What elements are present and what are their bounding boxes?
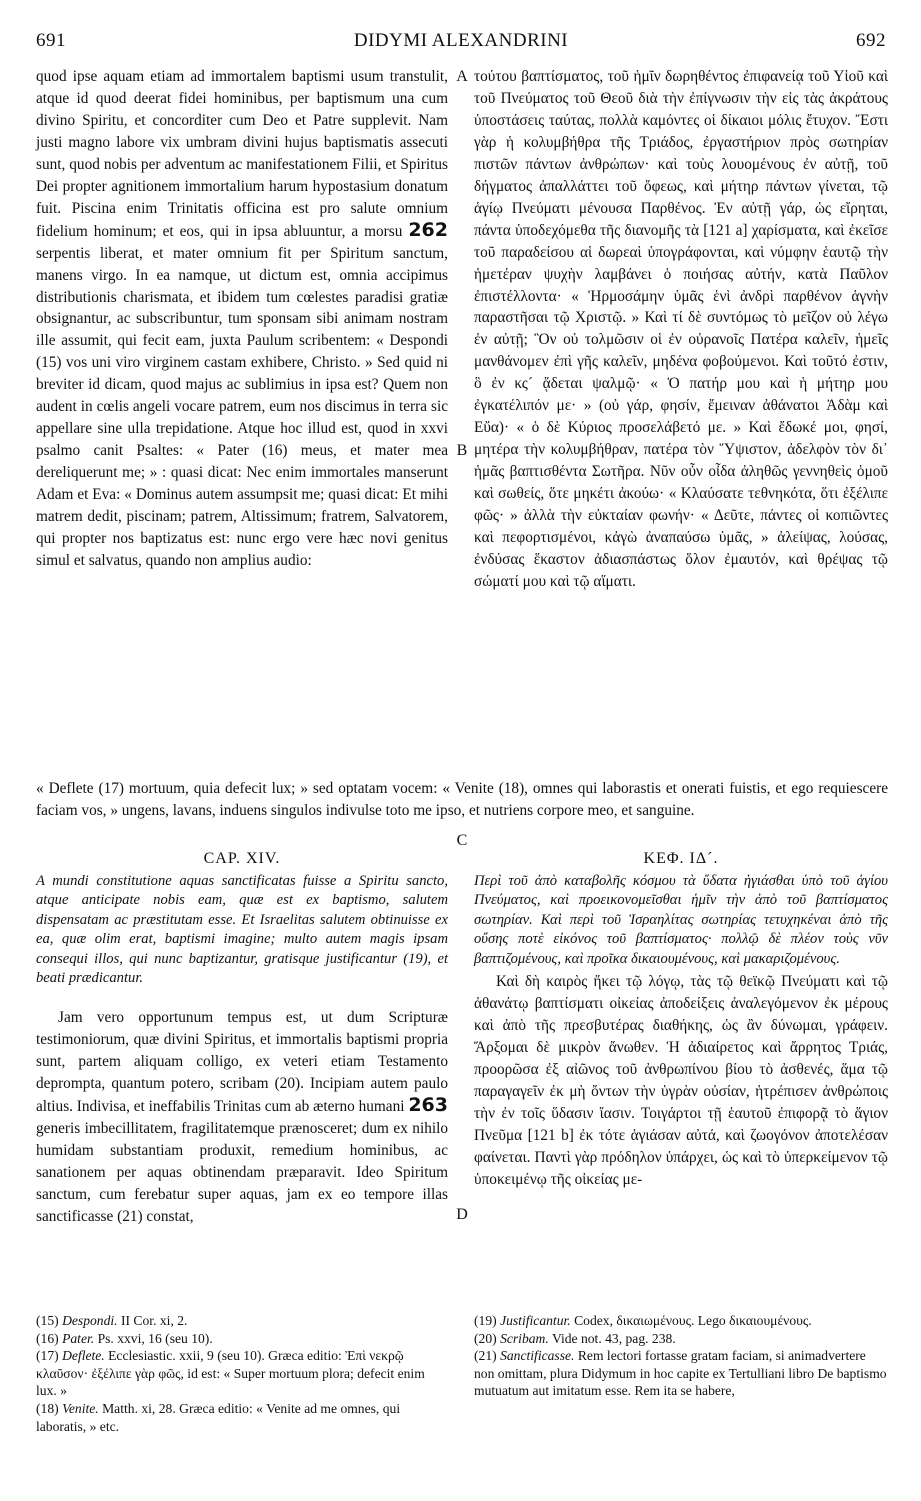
margin-letter-a: A (456, 68, 468, 85)
latin-column-top (36, 66, 448, 572)
left-page-number: 691 (36, 30, 66, 51)
margin-letter-d: D (456, 1206, 468, 1223)
latin-text-part-1: quod ipse aquam etiam ad immortalem baptismi usum transtulit, atque id quod deerat fidei hominibus, per baptismum una cum divino Spiritu, et concorditer cum Deo et Patre supplevit. Nam justi magno labore vix umbram divini hujus baptismatis assecuti sunt, quod nobis per adventum ac manifestationem Filii, et Spiritus Dei propter agnitionem immortalium harum hypostasium donatum fuit. Piscina enim Trinitatis officina est pro salute omnium fidelium hominum; et eos, qui in ipsa abluuntur, a morsu (36, 68, 448, 240)
footnote: (15) Despondi. II Cor. xi, 2. (36, 1313, 188, 1328)
greek-column-top (474, 66, 888, 593)
footnote: (17) Deflete. Ecclesiastic. xxii, 9 (seu 10). Græca editio: Ἐπὶ νεκρῷ κλαῦσον· ἐξέλιπε γὰρ φῶς, id est: « Super mortuum plora; defecit enim lux. » (36, 1348, 425, 1399)
latin-paragraph (36, 66, 448, 572)
running-title: DIDYMI ALEXANDRINI (353, 30, 569, 51)
footnote: (19) Justificantur. Codex, δικαιωμένους. Lego δικαιουμένους. (474, 1313, 812, 1328)
margin-letter-b: B (456, 442, 468, 459)
margin-letter-c: C (456, 832, 468, 849)
chapter-summary-greek: Περὶ τοῦ ἀπὸ καταβολῆς κόσμου τὰ ὕδατα ἡγιάσθαι ὑπὸ τοῦ ἁγίου Πνεύματος, καὶ προεικονομεῖσθαι ἡμῖν τὴν ἀπὸ τοῦ βαπτίσματος σωτηρίαν. Καὶ περὶ τοῦ Ἰσραηλίτας σωτηρίας τετυχηκέναι ἀπὸ τῆς οὔσης ποτὲ εἰκόνος τοῦ βαπτίσματος· πολλῷ δὲ πλέον τοὺς νῦν βαπτιζομένους, καὶ προῖκα δικαιουμένους, καὶ μακαριζομένους. (474, 872, 888, 967)
footnote: (20) Scribam. Vide not. 43, pag. 238. (474, 1330, 676, 1346)
greek-paragraph: τούτου βαπτίσματος, τοῦ ἡμῖν δωρηθέντος ἐπιφανείᾳ τοῦ Υἱοῦ καὶ τοῦ Πνεύματος τοῦ Θεοῦ διὰ τὴν ἐπίγνωσιν τὴν εἰς τὰς ἀκράτους ὑποστάσεις ταύτας, πολλὰ καμόντες οἱ δίκαιοι μόλις ἔτυχον. Ἔστι γὰρ ἡ κολυμβήθρα τῆς Τριάδος, ἐργαστήριον πρὸς σωτηρίαν πιστῶν πάντων ἀνθρώπων· καὶ τοὺς λουομένους ἐν αὐτῇ, τοῦ δήγματος ἀπαλλάττει τοῦ ὄφεως, καὶ μήτηρ πάντων γίνεται, τῷ ἁγίῳ Πνεύματι μένουσα Παρθένος. Ἐν αὐτῇ γάρ, ὡς εἴρηται, πάντα ὑποδεχόμεθα τῆς διανομῆς τὰ [121 a] χαρίσματα, καὶ ἐκεῖσε τοῦ παραδείσου αἱ δωρεαὶ ὑπογράφονται, καὶ νύμφην ἑαυτῷ τὴν ἡμετέραν ψυχὴν λαμβάνει ὁ ποιήσας αὐτήν, κατὰ Παῦλον ἐπιστέλλοντα· « Ἡρμοσάμην ὑμᾶς ἑνὶ ἀνδρὶ παρθένον ἁγνὴν παραστῆσαι τῷ Χριστῷ. » Καὶ τί δὲ συντόμως τὸ μεῖζον οὐ λέγω ἐν αὐτῇ; Ὃν οὐ τολμῶσιν οἱ ἐν οὐρανοῖς Πατέρα καλεῖν, ἡμεῖς μανθάνομεν ἐπὶ γῆς καλεῖν, μηδένα φοβούμενοι. Καὶ τοῦτό ἐστιν, ὃ ἐν κς´ ᾄδεται ψαλμῷ· « Ὁ πατήρ μου καὶ ἡ μήτηρ μου ἐγκατέλιπόν με· » (οὐ γάρ, φησίν, ἔμειναν ἀθάνατοι Ἀδὰμ καὶ Εὔα)· « ὁ δὲ Κύριος προσελάβετό με. » Καὶ ἔδωκέ μοι, φησί, μητέρα τὴν κολυμβήθραν, πατέρα τὸν Ὕψιστον, ἀδελφὸν τὸν δι᾽ ἡμᾶς βαπτισθέντα Σωτῆρα. Νῦν οὖν οἶδα ἀληθῶς γεννηθεὶς ὁμοῦ καὶ σωθείς, ὅτε μηκέτι ἀκούω· « Κλαύσατε τεθνηκότα, ὅτι ἐξέλιπε φῶς· » ἀλλὰ τὴν εὐκταίαν φωνήν· « Δεῦτε, πάντες οἱ κοπιῶντες καὶ πεφορτισμένοι, κἀγὼ ἀναπαύσω ὑμᾶς, » ἀλείψας, λούσας, ἐνδύσας ἕκαστον ἀδιασπάστως ὅλον ἐμαυτόν, καὶ θρέψας τῷ σώματί μου καὶ τῷ αἵματι. (474, 68, 888, 590)
chapter-text-latin (36, 1007, 448, 1228)
right-page-number: 692 (856, 30, 886, 51)
footnote: (21) Sanctificasse. Rem lectori fortasse gratam faciam, si animadvertere non omittam, plura Didymum in hoc capite ex Tertulliani libro De baptismo mutuatum aut imitatum esse. Rem ita se habere, (474, 1348, 887, 1399)
latin-continuation-text: « Deflete (17) mortuum, quia defecit lux; » sed optatam vocem: « Venite (18), omnes qui laborastis et onerati fuistis, et ego requiescere faciam vos, » ungens, lavans, induens singulos indivulse toto me ipso, et nutriens corpore meo, et sanguine. (36, 780, 888, 819)
chapter-greek (474, 848, 888, 1191)
chapter-latin (36, 848, 448, 1227)
footnote: (18) Venite. Matth. xi, 28. Græca editio: « Venite ad me omnes, qui laboratis, » etc. (36, 1400, 401, 1434)
footnotes-left (36, 1312, 448, 1435)
footnotes-right (474, 1312, 888, 1400)
chapter-text-latin-part-1: Jam vero opportunum tempus est, ut dum Scripturæ testimoniorum, quæ divini Spiritus, et immortalis baptismi propria sunt, partem aliquam colligo, ex veteri etiam Testamento deprompta, quantum potero, scribam (20). Incipiam autem paulo altius. Indivisa, et ineffabilis Trinitas cum ab æterno humani (36, 1008, 448, 1115)
chapter-summary-latin: A mundi constitutione aquas sanctificatas fuisse a Spiritu sancto, atque anticipate nobis eam, quæ est ex baptismo, salutem dispensatam ac præstitutam esse. Et Israelitas salutem obtinuisse ex ea, quæ olim erat, baptismi imagine; multo autem magis ipsam consequi illos, qui nunc baptizantur, gratisque justificantur (19), et beati prædicantur. (36, 872, 448, 987)
margin-page-marker-263: 263 (408, 1093, 448, 1116)
chapter-title-latin: CAP. XIV. (203, 850, 281, 867)
latin-full-width-continuation (36, 778, 888, 822)
margin-page-marker-262: 262 (408, 218, 448, 241)
chapter-title-greek: ΚΕΦ. ΙΔ´. (643, 850, 719, 867)
chapter-text-greek: Καὶ δὴ καιρὸς ἥκει τῷ λόγῳ, τὰς τῷ θεϊκῷ Πνεύματι καὶ τῷ ἀθανάτῳ βαπτίσματι οἰκείας ἀποδείξεις ἀναλεγόμενον ἐκ μέρους καὶ ἀπὸ τῆς πρεσβυτέρας διαθήκης, ὡς ἂν δύνωμαι, γράφειν. Ἄρξομαι δὲ μικρὸν ἄνωθεν. Ἡ ἀδιαίρετος καὶ ἄρρητος Τριάς, προορῶσα ἐξ αἰῶνος τοῦ ἀνθρωπίνου βίου τὸ ἀσθενές, ἅμα τῷ παραγαγεῖν ἐκ μὴ ὄντων τὴν ὑγρὰν οὐσίαν, ἡτρέπισεν ἀνθρώποις τὴν ἐν τοῖς ὕδασιν ἴασιν. Τοιγάρτοι τῇ ἑαυτοῦ ἐπιφορᾷ τὸ ἅγιον Πνεῦμα [121 b] ἐκ τότε ἁγιάσαν αὐτά, καὶ ζωογόνον ἀποτελέσαν φαίνεται. Παντὶ γὰρ πρόδηλον ὑπάρχει, ὡς καὶ τὸ ὑπερκείμενον τῷ ὑποκειμένῳ τῆς οἰκείας με- (474, 973, 888, 1189)
footnote: (16) Pater. Ps. xxvi, 16 (seu 10). (36, 1330, 213, 1346)
page-header (36, 30, 886, 56)
chapter-text-latin-part-2: generis imbecillitatem, fragilitatemque prænosceret; dum ex nihilo humidam substantiam produxit, remedium hominibus, ac sanationem per aquas obtinendam præparavit. Ideo Spiritum sanctum, cum ferebatur super aquas, jam ex eo tempore illas sanctificasse (21) constat, (36, 1119, 448, 1225)
latin-text-part-2: serpentis liberat, et mater omnium fit per Spiritum sanctum, manens virgo. In ea namque, ut dictum est, omnia accipimus distributionis charismata, et ibidem tum cœlestes paradisi gratiæ obsignantur, ac subscribuntur, tum sponsam sibi animam nostram ille assumit, qui fecit eam, juxta Paulum scribentem: « Despondi (15) vos uni viro virginem castam exhibere, Christo. » Sed quid ni breviter id dicam, quod majus ac sublimius in ipsa est? Quem non audent in cœlis angeli vocare patrem, eum nos discimus in terra sic appellare sine ulla trepidatione. Atque hoc illud est, quod in xxvi psalmo canit Psaltes: « Pater (16) meus, et mater mea dereliquerunt me; » : quasi dicat: Nec enim immortales manserunt Adam et Eva: « Dominus autem assumpsit me; quasi dicat: Et mihi matrem dedit, piscinam; patrem, Altissimum; fratrem, Salvatorem, qui propter nos baptizatus est: nunc ergo vere hæc novi genitus simul et salvatus, quando non amplius audio: (36, 244, 448, 569)
